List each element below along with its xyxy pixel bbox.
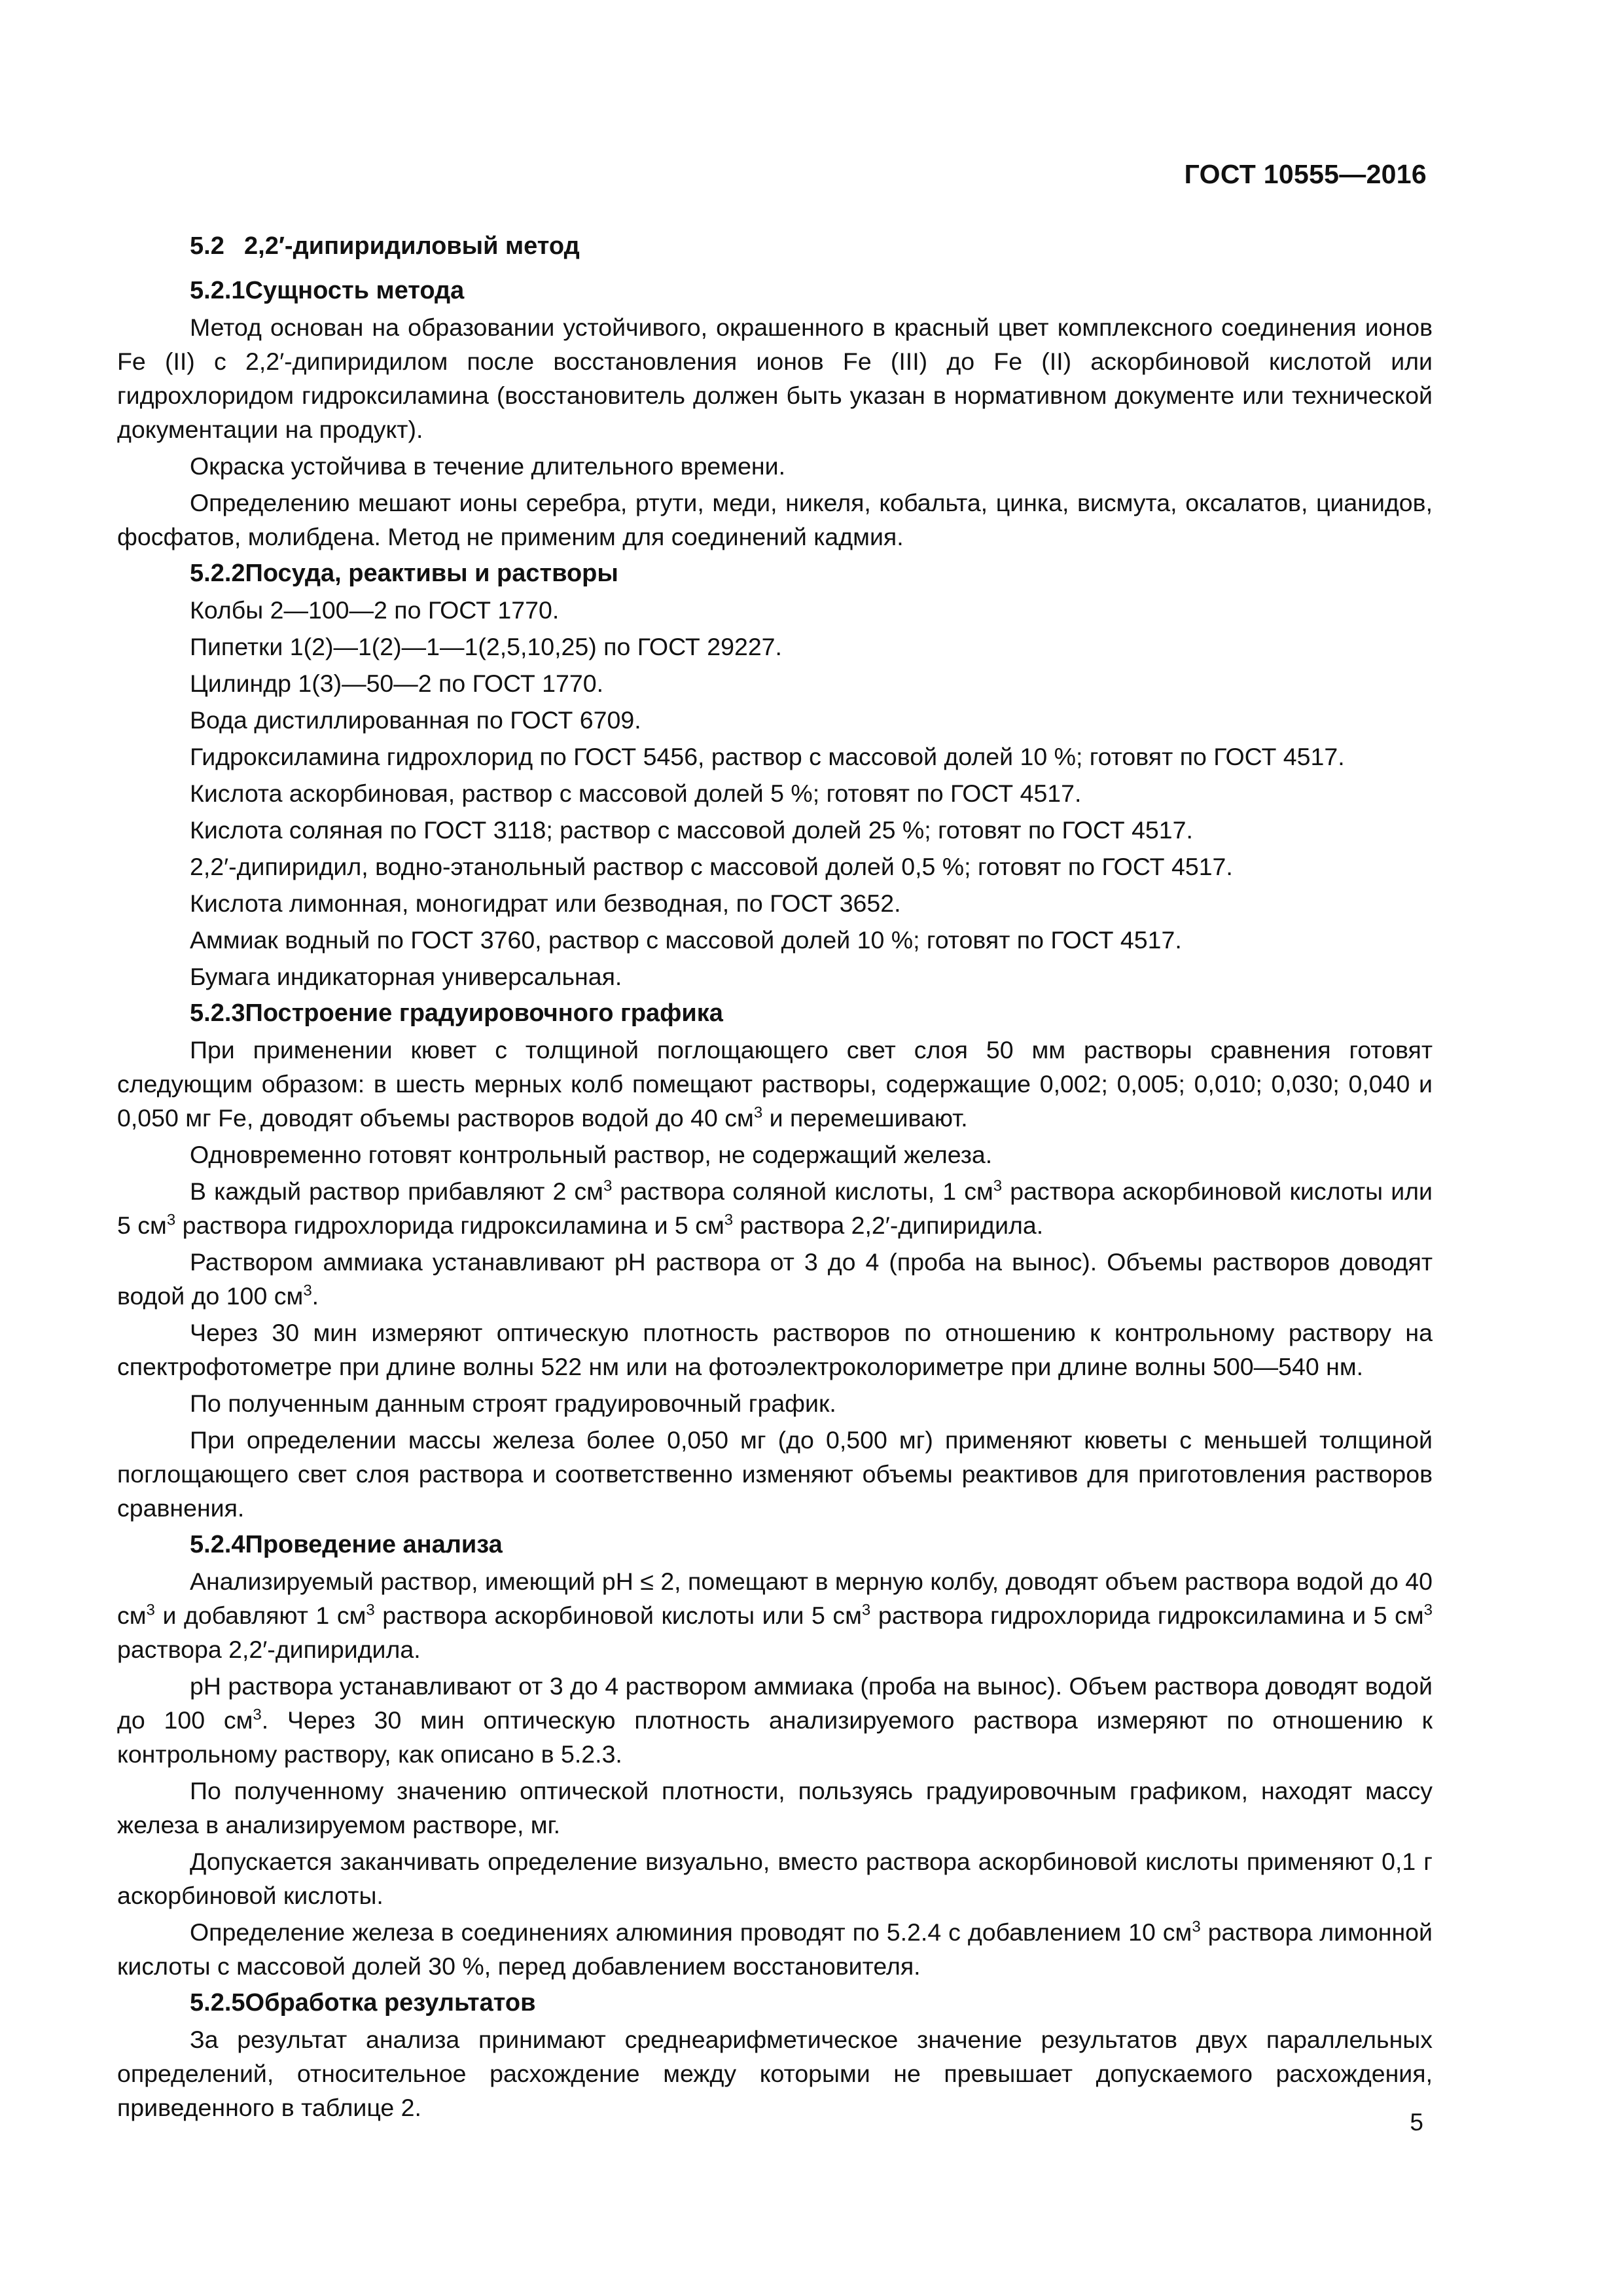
section-number: 5.2.5 — [190, 1989, 245, 2017]
list-item: 2,2′-дипиридил, водно-этанольный раствор с массовой долей 0,5 %; готовят по ГОСТ 4517. — [190, 853, 1233, 880]
section-title: Посуда, реактивы и растворы — [245, 560, 618, 587]
superscript: 3 — [1192, 1918, 1201, 1936]
paragraph: При применении кювет с толщиной поглощающего свет слоя 50 мм растворы сравнения готовят следующим образом: в шесть мерных колб помещают растворы, содержащие 0,002; 0,005; 0,010; 0,030; 0,040 и 0,050 мг Fe, доводят объемы растворов водой до 40 $см^3$ и перемешивают. — [117, 1036, 1433, 1132]
section-title: Сущность метода — [245, 277, 465, 304]
section-heading-5-2-4 — [117, 1528, 1433, 1562]
superscript: 3 — [166, 1211, 176, 1229]
superscript: 3 — [1423, 1601, 1433, 1619]
list-item: Аммиак водный по ГОСТ 3760, раствор с массовой долей 10 %; готовят по ГОСТ 4517. — [190, 926, 1182, 954]
paragraph: Допускается заканчивать определение визуально, вместо раствора аскорбиновой кислоты применяют 0,1 г аскорбиновой кислоты. — [117, 1848, 1433, 1909]
section-number: 5.2.3 — [190, 999, 245, 1027]
paragraph: По полученному значению оптической плотности, пользуясь градуировочным графиком, находят массу железа в анализируемом растворе, мг. — [117, 1777, 1433, 1839]
section-heading-5-2-3 — [117, 996, 1433, 1030]
list-item: Кислота лимонная, моногидрат или безводная, по ГОСТ 3652. — [190, 889, 901, 917]
paragraph: Анализируемый раствор, имеющий pH ≤ 2, помещают в мерную колбу, доводят объем раствора водой до 40 $см^3$ и добавляют 1 $см^3$ раствора аскорбиновой кислоты или 5 $см^3$ раствора гидрохлорида гидроксиламина и 5 $см^3$ раствора 2,2′-дипиридила. — [117, 1568, 1433, 1663]
paragraph: Раствором аммиака устанавливают pH раствора от 3 до 4 (проба на вынос). Объемы растворов доводят водой до 100 $см^3$. — [117, 1248, 1433, 1310]
section-number: 5.2.4 — [190, 1531, 245, 1558]
section-title: Построение градуировочного графика — [245, 999, 723, 1027]
superscript: 3 — [603, 1177, 613, 1195]
paragraph: Метод основан на образовании устойчивого, окрашенного в красный цвет комплексного соединения ионов Fe (II) с 2,2′-дипиридилом после восстановления ионов Fe (III) до Fe (II) аскорбиновой кислотой или гидрохлоридом гидроксиламина (восстановитель должен быть указан в нормативном документе или технической документации на продукт). — [117, 314, 1433, 443]
section-heading-5-2-2 — [117, 556, 1433, 590]
paragraph: Одновременно готовят контрольный раствор, не содержащий железа. — [190, 1141, 993, 1168]
list-item: Пипетки 1(2)—1(2)—1—1(2,5,10,25) по ГОСТ 29227. — [190, 633, 782, 660]
superscript: 3 — [253, 1706, 262, 1724]
paragraph: По полученным данным строят градуировочный график. — [190, 1390, 836, 1417]
list-item: Гидроксиламина гидрохлорид по ГОСТ 5456, раствор с массовой долей 10 %; готовят по ГОСТ 4517. — [190, 743, 1345, 770]
section-title: Проведение анализа — [245, 1531, 503, 1558]
list-item: Кислота аскорбиновая, раствор с массовой долей 5 %; готовят по ГОСТ 4517. — [190, 780, 1082, 807]
superscript: 3 — [993, 1177, 1003, 1195]
list-item: Цилиндр 1(3)—50—2 по ГОСТ 1770. — [190, 670, 604, 697]
paragraph: В каждый раствор прибавляют 2 $см^3$ раствора соляной кислоты, 1 $см^3$ раствора аскорбиновой кислоты или 5 $см^3$ раствора гидрохлорида гидроксиламина и 5 $см^3$ раствора 2,2′-дипиридила. — [117, 1177, 1433, 1239]
list-item: Вода дистиллированная по ГОСТ 6709. — [190, 706, 641, 734]
document-body — [117, 229, 1433, 2127]
paragraph: Окраска устойчива в течение длительного времени. — [190, 452, 785, 480]
paragraph: Через 30 мин измеряют оптическую плотность растворов по отношению к контрольному раствору на спектрофотометре при длине волны 522 нм или на фотоэлектроколориметре при длине волны 500—540 нм. — [117, 1319, 1433, 1380]
superscript: 3 — [753, 1103, 763, 1122]
superscript: 3 — [303, 1282, 312, 1300]
paragraph: За результат анализа принимают среднеарифметическое значение результатов двух параллельных определений, относительное расхождение между которыми не превышает допускаемого расхождения, приведенного в таблице 2. — [117, 2026, 1433, 2121]
page-number: 5 — [1410, 2109, 1423, 2136]
section-heading-5-2 — [117, 229, 1433, 263]
section-heading-5-2-5 — [117, 1986, 1433, 2020]
section-number: 5.2.1 — [190, 277, 245, 304]
paragraph: Определению мешают ионы серебра, ртути, меди, никеля, кобальта, цинка, висмута, оксалатов, цианидов, фосфатов, молибдена. Метод не применим для соединений кадмия. — [117, 489, 1433, 550]
superscript: 3 — [146, 1601, 155, 1619]
list-item: Бумага индикаторная универсальная. — [190, 963, 622, 990]
superscript: 3 — [366, 1601, 375, 1619]
section-number: 5.2 — [190, 232, 224, 260]
list-item: Колбы 2—100—2 по ГОСТ 1770. — [190, 596, 560, 624]
section-title: 2,2′-дипиридиловый метод — [244, 232, 580, 260]
document-code: ГОСТ 10555—2016 — [1184, 159, 1427, 189]
section-heading-5-2-1 — [117, 274, 1433, 308]
paragraph: pH раствора устанавливают от 3 до 4 раствором аммиака (проба на вынос). Объем раствора доводят водой до 100 $см^3$. Через 30 мин оптическую плотность анализируемого раствора измеряют по отношению к контрольному раствору, как описано в 5.2.3. — [117, 1672, 1433, 1768]
paragraph: Определение железа в соединениях алюминия проводят по 5.2.4 с добавлением 10 $см^3$ раствора лимонной кислоты с массовой долей 30 %, перед добавлением восстановителя. — [117, 1918, 1433, 1980]
paragraph: При определении массы железа более 0,050 мг (до 0,500 мг) применяют кюветы с меньшей толщиной поглощающего свет слоя раствора и соответственно изменяют объемы реактивов для приготовления растворов сравнения. — [117, 1426, 1433, 1522]
list-item: Кислота соляная по ГОСТ 3118; раствор с массовой долей 25 %; готовят по ГОСТ 4517. — [190, 816, 1193, 844]
section-title: Обработка результатов — [245, 1989, 536, 2017]
section-number: 5.2.2 — [190, 560, 245, 587]
superscript: 3 — [724, 1211, 734, 1229]
superscript: 3 — [861, 1601, 871, 1619]
